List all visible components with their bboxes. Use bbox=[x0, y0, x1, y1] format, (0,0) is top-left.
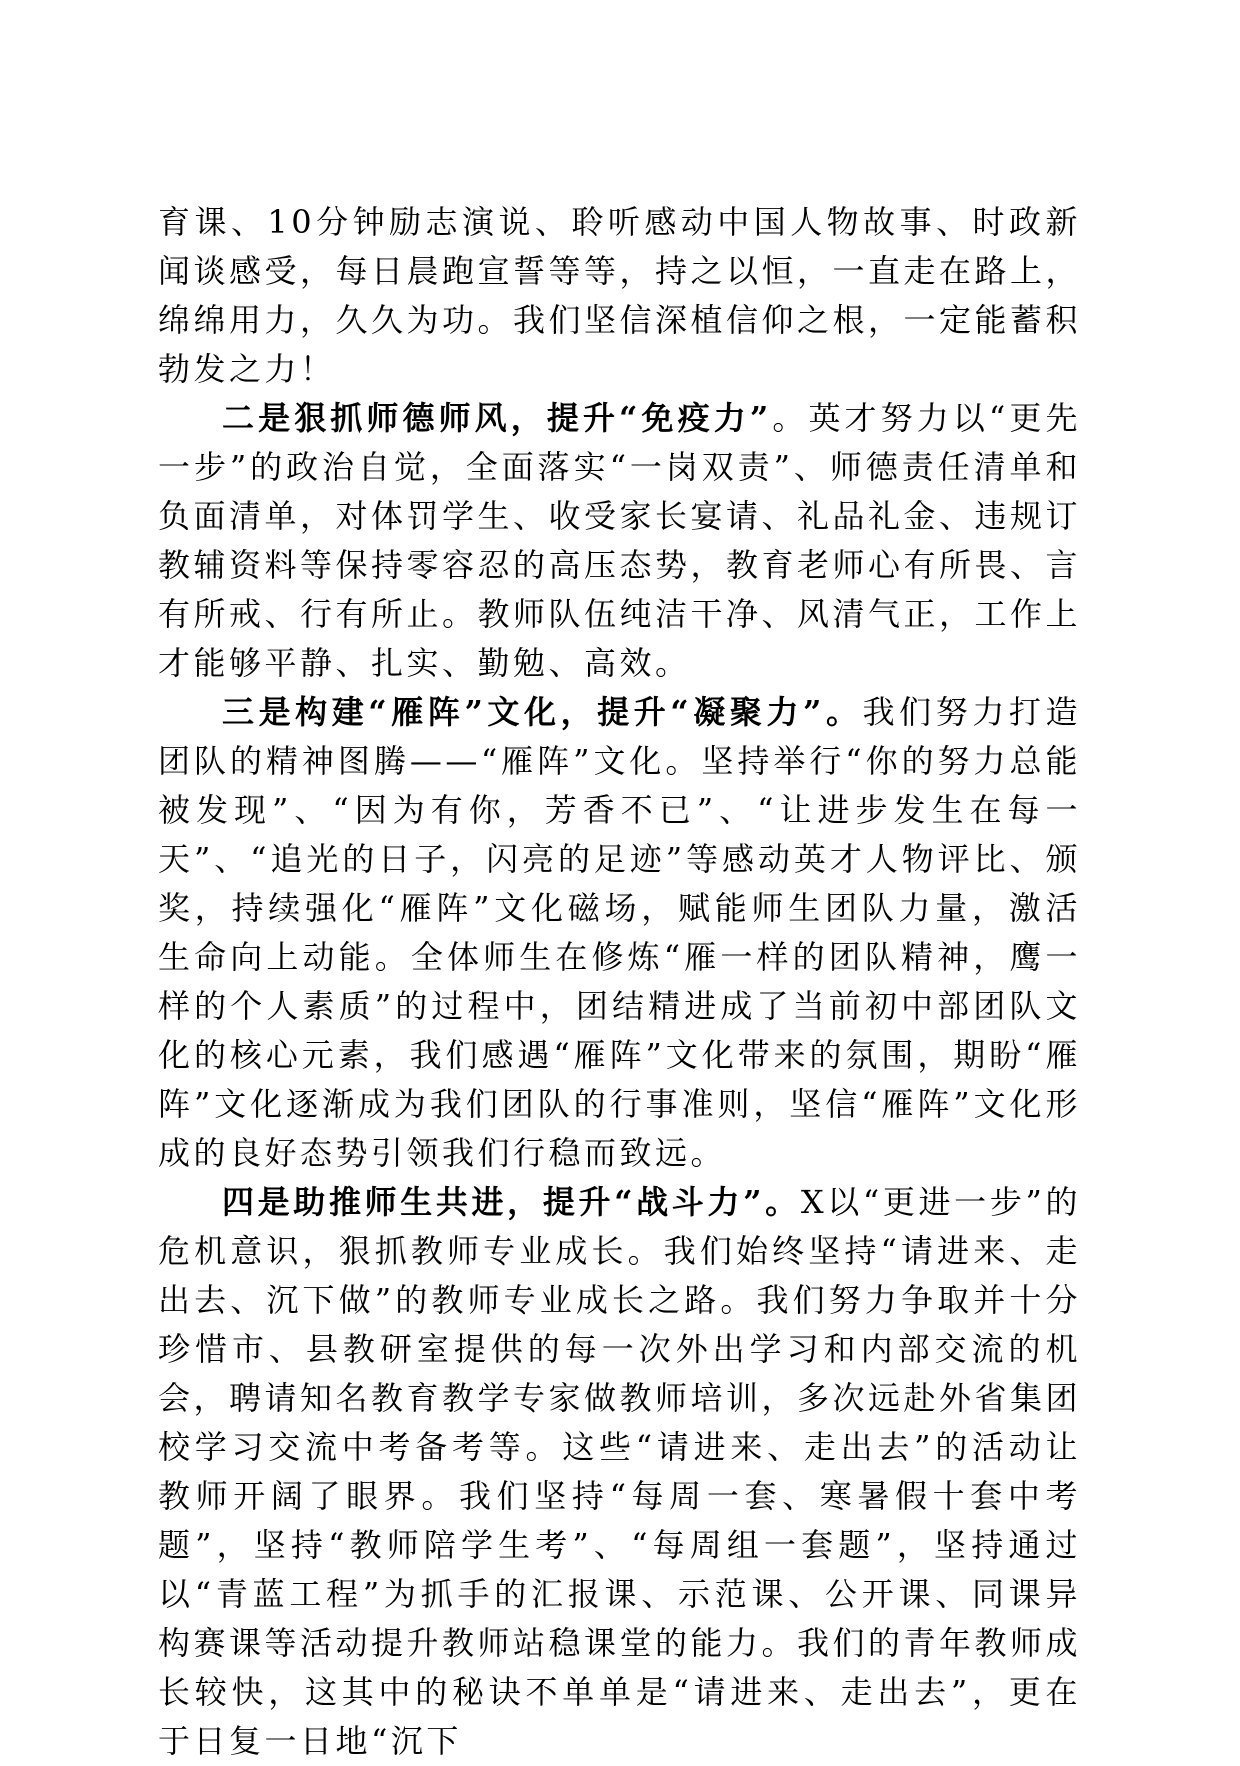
paragraph-text: 我们努力打造团队的精神图腾——“雁阵”文化。坚持举行“你的努力总能被发现”、“因为有你，芳香不已”、“让进步发生在每一天”、“追光的日子，闪亮的足迹”等感动英才人物评比、颁奖，持续强化“雁阵”文化磁场，赋能师生团队力量，激活生命向上动能。全体师生在修炼“雁一样的团队精神，鹰一样的个人素质”的过程中，团结精进成了当前初中部团队文化的核心元素，我们感遇“雁阵”文化带来的氛围，期盼“雁阵”文化逐渐成为我们团队的行事准则，坚信“雁阵”文化形成的良好态势引领我们行稳而致远。 bbox=[158, 693, 1081, 1172]
paragraph-lead: 二是狠抓师德师风，提升“免疫力” bbox=[222, 399, 772, 437]
paragraph-continuation bbox=[158, 198, 1081, 394]
paragraph-teacher-ethics bbox=[158, 394, 1081, 688]
paragraph-text: X以“更进一步”的危机意识，狠抓教师专业成长。我们始终坚持“请进来、走出去、沉下做”的教师专业成长之路。我们努力争取并十分珍惜市、县教研室提供的每一次外出学习和内部交流的机会，聘请知名教育教学专家做教师培训，多次远赴外省集团校学习交流中考备考等。这些“请进来、走出去”的活动让教师开阔了眼界。我们坚持“每周一套、寒暑假十套中考题”，坚持“教师陪学生考”、“每周组一套题”，坚持通过以“青蓝工程”为抓手的汇报课、示范课、公开课、同课异构赛课等活动提升教师站稳课堂的能力。我们的青年教师成长较快，这其中的秘诀不单单是“请进来、走出去”，更在于日复一日地“沉下 bbox=[158, 1183, 1082, 1760]
document-page bbox=[158, 198, 1081, 1766]
paragraph-lead: 三是构建“雁阵”文化，提升“凝聚力”。 bbox=[222, 693, 863, 731]
paragraph-text: 。英才努力以“更先一步”的政治自觉，全面落实“一岗双责”、师德责任清单和负面清单，对体罚学生、收受家长宴请、礼品礼金、违规订教辅资料等保持零容忍的高压态势，教育老师心有所畏、言有所戒、行有所止。教师队伍纯洁干净、风清气正，工作上才能够平静、扎实、勤勉、高效。 bbox=[158, 399, 1082, 682]
paragraph-teacher-student-progress bbox=[158, 1178, 1081, 1766]
paragraph-lead: 四是助推师生共进，提升“战斗力”。 bbox=[222, 1183, 801, 1221]
paragraph-goose-formation-culture bbox=[158, 688, 1081, 1178]
paragraph-text: 育课、10分钟励志演说、聆听感动中国人物故事、时政新闻谈感受，每日晨跑宣誓等等，持之以恒，一直走在路上，绵绵用力，久久为功。我们坚信深植信仰之根，一定能蓄积勃发之力！ bbox=[158, 203, 1082, 388]
